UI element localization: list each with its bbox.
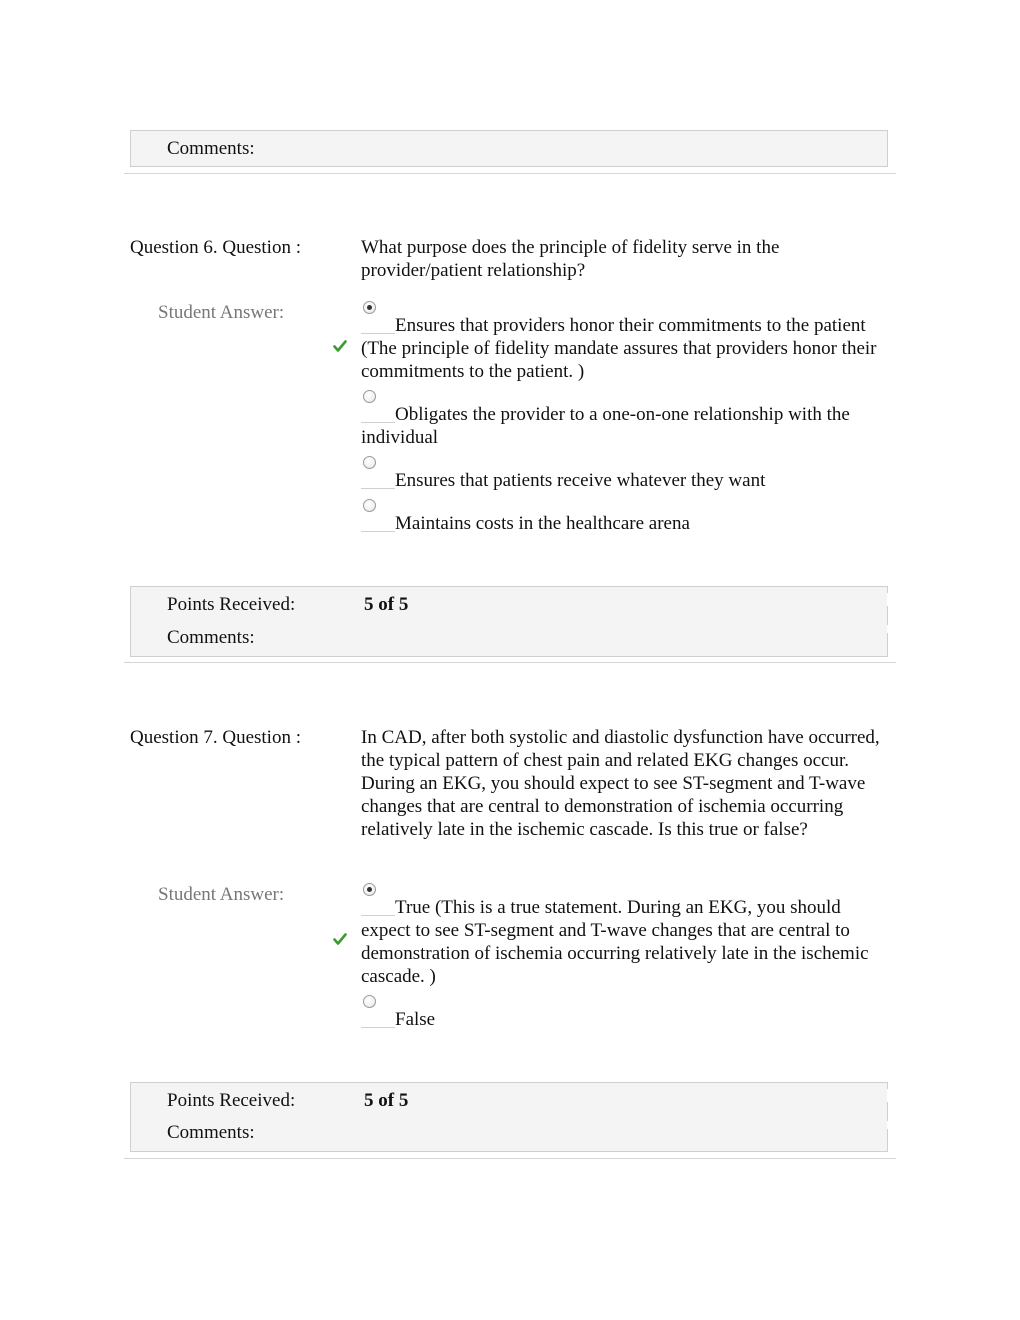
comments-label: Comments: [167,138,255,159]
radio-button[interactable] [361,509,395,529]
divider [124,662,896,663]
points-received-label: Points Received: [167,594,296,615]
answer-option-text: Maintains costs in the healthcare arena [395,513,690,534]
answer-option-text: Ensures that providers honor their commitments to the patient (The principle of fidelity mandate assures that providers honor their commitments to the patient. ) [361,315,877,382]
radio-button[interactable] [361,893,395,913]
points-received-label: Points Received: [167,1090,296,1111]
radio-button[interactable] [361,466,395,486]
checkmark-icon [333,339,347,353]
answer-option-text: True (This is a true statement. During an EKG, you should expect to see ST-segment and T-wave changes that are central to demonstration of ischemia occurring relatively late in the ischemic cascade. ) [361,897,869,987]
answer-option [361,466,891,492]
answer-option [361,509,891,535]
radio-button-icon [363,301,376,314]
points-received-value: 5 of 5 [364,594,409,615]
answer-option [361,311,891,383]
student-answer-label: Student Answer: [158,302,285,323]
radio-button[interactable] [361,400,395,420]
answer-option-text: Ensures that patients receive whatever they want [395,470,766,491]
question-label: Question 7. Question : [130,727,301,748]
radio-button-icon [363,456,376,469]
answer-option-text: Obligates the provider to a one-on-one relationship with the individual [361,404,850,448]
divider [124,173,896,174]
question-text: In CAD, after both systolic and diastolic dysfunction have occurred, the typical pattern of chest pain and related EKG changes occur. During an EKG, you should expect to see ST-segment and T-wave changes that are central to demonstration of ischemia occurring relatively late in the ischemic cascade. Is this true or false? [361,727,880,840]
answer-option [361,893,891,988]
divider [124,1158,896,1159]
feedback-box [130,586,888,657]
radio-button-icon [363,499,376,512]
radio-button-icon [363,995,376,1008]
comments-label: Comments: [167,627,255,648]
top-comments-box [130,130,888,167]
radio-button-icon [363,390,376,403]
student-answer-label: Student Answer: [158,884,285,905]
answer-option-text: False [395,1009,436,1030]
radio-button-icon [363,883,376,896]
comments-label: Comments: [167,1122,255,1143]
radio-button[interactable] [361,1005,395,1025]
question-text: What purpose does the principle of fidelity serve in the provider/patient relationship? [361,237,780,281]
answer-option [361,400,891,449]
answer-option [361,1005,891,1031]
feedback-box [130,1082,888,1152]
checkmark-icon [333,932,347,946]
radio-button[interactable] [361,311,395,331]
question-label: Question 6. Question : [130,237,301,258]
points-received-value: 5 of 5 [364,1090,409,1111]
